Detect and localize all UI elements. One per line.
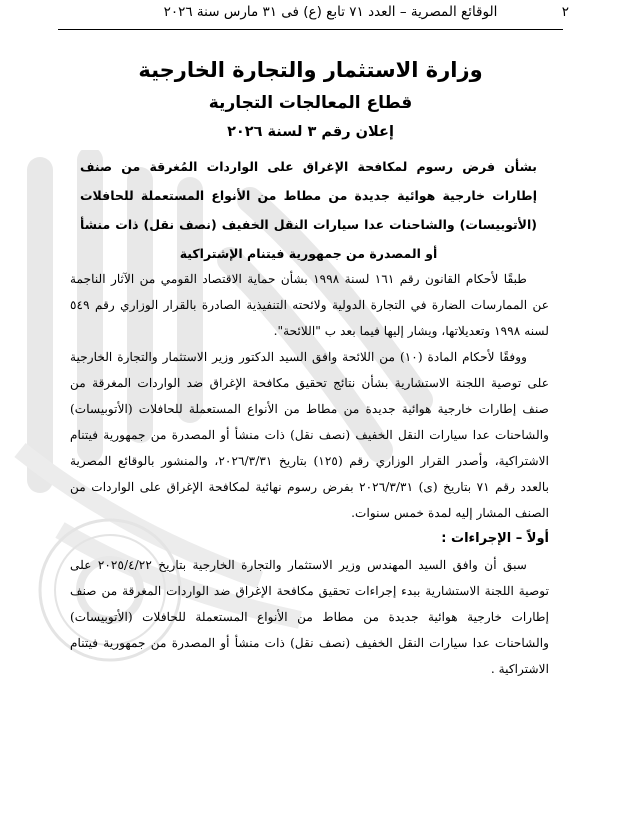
ministry-title: وزارة الاستثمار والتجارة الخارجية bbox=[138, 58, 483, 82]
page-number: ٢ bbox=[561, 4, 569, 20]
document-body bbox=[70, 266, 549, 682]
paragraph-procedures: سبق أن وافق السيد المهندس وزير الاستثمار والتجارة الخارجية بتاريخ ٢٠٢٥/٤/٢٢ على توصية اللجنة الاستشارية ببدء إجراءات تحقيق مكافحة الإغراق ضد الواردات المغرقة من صنف إطارات خارجية هوائية جديدة من مطاط من الأنواع المستعملة للحافلات (الأتوبيسات) والشاحنات عدا سيارات النقل الخفيف (نصف نقل) ذات منشأ أو المصدرة من جمهورية فيتنام الاشتراكية . bbox=[70, 558, 549, 676]
header-divider bbox=[58, 29, 563, 30]
running-title: الوقائع المصرية – العدد ٧١ تابع (ع) فى ٣١ مارس سنة ٢٠٢٦ bbox=[163, 4, 498, 20]
announcement-number: إعلان رقم ٣ لسنة ٢٠٢٦ bbox=[227, 124, 394, 140]
sector-title: قطاع المعالجات التجارية bbox=[208, 93, 413, 113]
subject-heading: بشأن فرض رسوم لمكافحة الإغراق على الواردات المُغرقة من صنف إطارات خارجية هوائية جديدة من مطاط من الأنواع المستعملة للحافلات (الأتوبيسات) والشاحنات عدا سيارات النقل الخفيف (نصف نقل) ذات منشأ أو المصدرة من جمهورية فيتنام الإشتراكية bbox=[80, 159, 537, 261]
paragraph-decision: ووفقًا لأحكام المادة (١٠) من اللائحة وافق السيد الدكتور وزير الاستثمار والتجارة الخارجية على توصية اللجنة الاستشارية بشأن نتائج تحقيق مكافحة الإغراق ضد الواردات المغرقة من صنف إطارات خارجية هوائية جديدة من مطاط من الأنواع المستعملة للحافلات (الأتوبيسات) والشاحنات عدا سيارات النقل الخفيف (نصف نقل) ذات منشأ أو المصدرة من جمهورية فيتنام الاشتراكية، وأصدر القرار الوزاري رقم (١٢٥) بتاريخ ٢٠٢٦/٣/٣١، والمنشور بالوقائع المصرية بالعدد رقم ٧١ بتاريخ (ى) ٢٠٢٦/٣/٣١ بفرض رسوم نهائية لمكافحة الإغراق على الواردات من الصنف المشار إليه لمدة خمس سنوات. bbox=[70, 350, 550, 520]
section-title-procedures: أولاً – الإجراءات : bbox=[441, 531, 549, 546]
running-header bbox=[60, 4, 601, 26]
paragraph-legal-basis: طبقًا لأحكام القانون رقم ١٦١ لسنة ١٩٩٨ بشأن حماية الاقتصاد القومي من الآثار الناجمة عن الممارسات الضارة في التجارة الدولية ولائحته التنفيذية الصادرة بالقرار الوزاري رقم ٥٤٩ لسنه ١٩٩٨ وتعديلاتها، ويشار إليها فيما بعد ب "اللائحة". bbox=[70, 272, 549, 338]
